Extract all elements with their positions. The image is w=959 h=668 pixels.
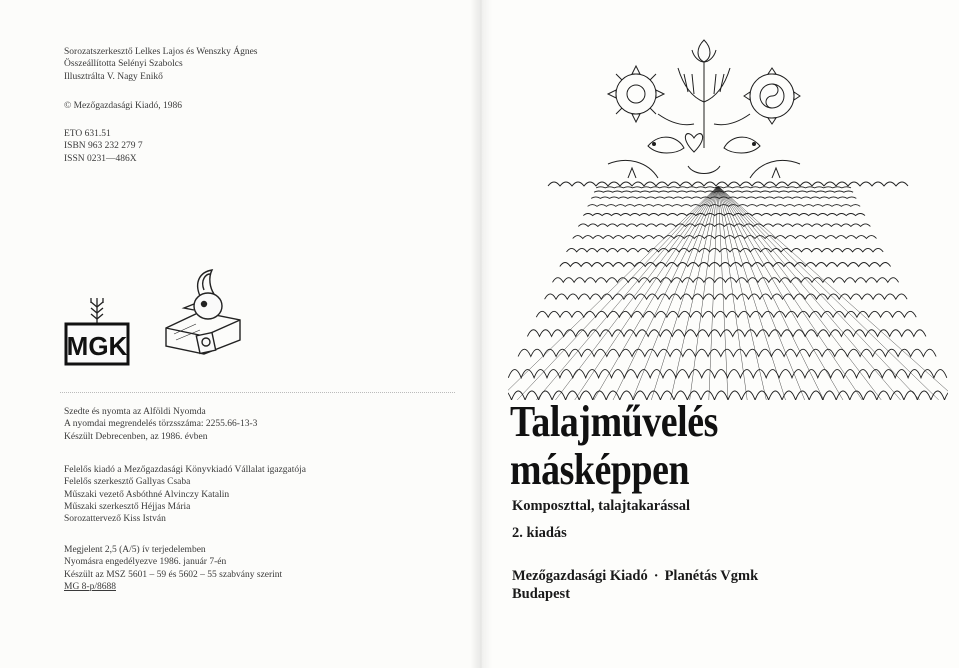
copyright-line: © Mezőgazdasági Kiadó, 1986 — [64, 101, 183, 111]
staff-line: Műszaki vezető Asbóthné Alvinczy Katalin — [64, 489, 230, 500]
mg-code: MG 8-p/8688 — [64, 581, 116, 592]
code-line: ISSN 0231—486X — [64, 153, 137, 164]
edition-line: Készült az MSZ 5601 – 59 és 5602 – 55 szabvány szerint — [64, 569, 283, 580]
publisher-city: Budapest — [512, 586, 571, 602]
horizon-edge — [548, 182, 908, 186]
staff-line: Felelős szerkesztő Gallyas Csaba — [64, 477, 191, 488]
publisher-name: Planétás Vgmk — [664, 568, 759, 584]
logo-text: MGK — [66, 331, 128, 361]
credits-block — [64, 46, 258, 83]
bird-emblem — [160, 268, 248, 364]
print-line: Szedte és nyomta az Alföldi Nyomda — [64, 407, 206, 417]
staff-line: Felelős kiadó a Mezőgazdasági Könyvkiadó Vállalat igazgatója — [64, 465, 306, 475]
cover-illustration — [508, 28, 948, 400]
staff-list — [64, 464, 306, 525]
book-title: Talajművelés — [510, 397, 718, 446]
print-line: A nyomdai megrendelés törzsszáma: 2255.66-13-3 — [64, 419, 258, 430]
furrow-rows — [508, 187, 948, 400]
print-info — [64, 406, 257, 443]
credit-line: Összeállította Selényi Szabolcs — [64, 59, 183, 70]
staff-line: Műszaki szerkesztő Héjjas Mária — [64, 501, 191, 512]
tulip-motif — [658, 40, 750, 148]
publisher-separator: · — [653, 568, 659, 584]
publishers — [512, 568, 758, 585]
edition-label: 2. kiadás — [512, 525, 567, 541]
edition-line: Nyomásra engedélyezve 1986. január 7-én — [64, 557, 227, 568]
code-line: ISBN 963 232 279 7 — [64, 141, 143, 152]
edition-line: Megjelent 2,5 (A/5) ív terjedelemben — [64, 545, 206, 555]
book-subtitle: Komposzttal, talajtakarással — [512, 498, 691, 514]
credit-line: Illusztrálta V. Nagy Enikő — [64, 71, 163, 82]
perspective-lines — [508, 186, 948, 400]
yin-yang-motif — [744, 68, 800, 124]
print-line: Készült Debrecenben, az 1986. évben — [64, 431, 208, 442]
staff-line: Sorozattervező Kiss István — [64, 514, 166, 525]
furrow-field — [508, 182, 948, 400]
publisher-name: Mezőgazdasági Kiadó — [512, 568, 648, 584]
book-gutter — [470, 0, 492, 668]
divider — [60, 392, 455, 393]
code-line: ETO 631.51 — [64, 129, 111, 139]
sun-motif — [608, 66, 664, 122]
mgk-logo — [62, 294, 132, 368]
book-title-line2: másképpen — [510, 445, 690, 494]
catalog-codes — [64, 128, 143, 165]
edition-info — [64, 544, 282, 593]
credit-line: Sorozatszerkesztő Lelkes Lajos és Wenszky Ágnes — [64, 47, 258, 57]
